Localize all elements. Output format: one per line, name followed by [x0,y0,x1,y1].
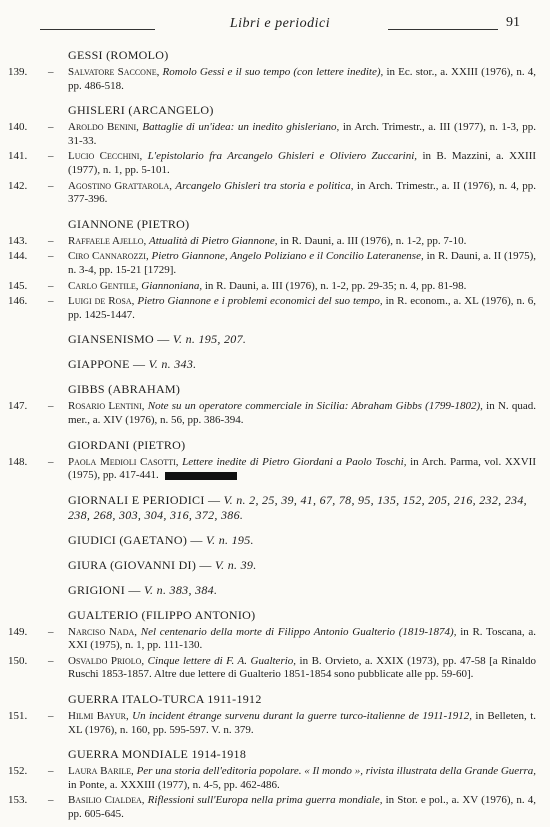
entry-author: Osvaldo Priolo, [68,654,145,667]
section-heading [8,692,536,707]
bibliography-entry [8,626,536,653]
entry-source: in Belleten, t. XL (1976), n. 160, pp. 595-597. V. n. 379. [68,710,537,736]
header-rule-right [388,29,498,30]
entry-author: Basilio Cialdea, [68,794,145,807]
entry-source: in R. Dauni, a. II (1975), n. 3-4, pp. 15-21 [1729]. [68,250,537,276]
entry-number: 150. [8,654,28,667]
entry-number: 145. [8,279,28,292]
entry-number: 140. [8,121,28,134]
bibliography-entry [8,710,536,737]
redaction-bar [165,472,237,480]
entry-source: in Arch. Parma, vol. XXVII (1975), pp. 417-441. [68,455,536,482]
entry-author: Laura Barile, [68,765,134,778]
entry-title: Per una storia dell'editoria popolare. « Il mondo », rivista illustrata della Grande Guerra, [136,765,537,778]
entry-title: Romolo Gessi e il suo tempo (con lettere inedite), [162,66,384,78]
entry-number: 148. [8,455,28,468]
entry-title: Nel centenario della morte di Filippo Antonio Gualterio (1819-1874), [140,625,457,638]
heading-label: GUERRA ITALO-TURCA 1911-1912 [68,692,262,707]
bibliography-entry [8,456,536,483]
entry-title: Pietro Giannone e i problemi economici del suo tempo, [137,295,383,308]
bibliography-entry [8,66,536,93]
entry-author: Rosario Lentini, [68,400,145,413]
entry-number: 147. [8,400,28,413]
entry-source: in R. econom., a. XL (1976), n. 6, pp. 1425-1447. [68,295,537,321]
section-heading [8,332,536,347]
entry-title: Giannoniana, [141,279,203,292]
entry-dash: – [48,66,54,78]
entry-number: 152. [8,765,28,778]
entry-author: Lucio Cecchini, [68,150,143,163]
entry-source: in Ponte, a. XXXIII (1977), n. 4-5, pp. 462-486. [68,778,280,791]
entry-dash: – [48,121,54,134]
entry-number: 141. [8,150,28,163]
cross-reference: V. n. 39. [215,557,257,572]
entry-number: 151. [8,710,28,723]
entry-source: in R. Dauni, a. III (1976), n. 1-2, pp. 7-10. [280,234,467,247]
header-title: Libri e periodici [229,16,331,31]
section-heading [8,382,536,397]
heading-label: GIANNONE (PIETRO) [68,216,190,231]
heading-label: GIUDICI (GAETANO) — [68,532,203,547]
bibliography-entry [8,150,536,177]
entry-title: L'epistolario fra Arcangelo Ghisleri e Oliviero Zuccarini, [147,150,418,163]
entry-dash: – [48,400,54,413]
bibliography-content [8,48,536,824]
entry-author: Paola Medioli Casotti, [68,455,179,468]
entry-source: in Arch. Trimestr., a. III (1977), n. 1-3, pp. 31-33. [68,121,537,147]
section-heading [8,103,536,118]
entry-title: Attualità di Pietro Giannone, [149,234,278,247]
entry-dash: – [48,150,54,163]
section-heading [8,48,536,63]
section-heading [8,583,536,598]
cross-reference: V. n. 2, 25, 39, 41, 67, 78, 95, 135, 152, 205, 216, 232, 234, 238, 268, 303, 304, 316, 372, 386. [68,492,527,522]
entry-author: Narciso Nada, [68,625,138,638]
running-header [40,14,520,36]
heading-label: GRIGIONI — [68,582,141,597]
section-heading [8,747,536,762]
entry-title: Arcangelo Ghisleri tra storia e politica, [175,179,354,192]
entry-source: in Ec. stor., a. XXIII (1976), n. 4, pp. 486-518. [68,66,537,92]
entry-number: 153. [8,794,28,807]
section-heading [8,533,536,548]
entry-number: 139. [8,66,28,78]
bibliography-entry [8,794,536,821]
entry-author: Luigi de Rosa, [68,295,135,308]
entry-dash: – [48,765,54,778]
entry-dash: – [48,654,54,667]
heading-label: GHISLERI (ARCANGELO) [68,103,214,118]
entry-title: Battaglie di un'idea: un inedito ghisleriano, [142,121,340,134]
entry-source: in B. Mazzini, a. XXIII (1977), n. 1, pp. 5-101. [68,150,537,176]
section-heading [8,217,536,232]
entry-title: Pietro Giannone, Angelo Poliziano e il Concilio Lateranense, [151,250,424,263]
bibliography-entry [8,235,536,249]
entry-author: Salvatore Saccone, [68,66,160,78]
entry-title: Un incident étrange survenu durant la guerre turco-italienne de 1911-1912, [132,710,472,723]
section-heading [8,608,536,623]
heading-label: GUALTERIO (FILIPPO ANTONIO) [68,607,256,622]
entry-author: Carlo Gentile, [68,279,139,292]
entry-author: Aroldo Benini, [68,121,139,134]
entry-dash: – [48,295,54,308]
section-heading [8,493,536,523]
entry-source: in Stor. e pol., a. XV (1976), n. 4, pp. 605-645. [68,794,536,821]
entry-source: in R. Toscana, a. XXI (1975), n. 1, pp. 111-130. [68,625,537,652]
cross-reference: V. n. 383, 384. [143,582,218,597]
entry-title: Cinque lettere di F. A. Gualterio, [147,654,297,667]
section-heading [8,357,536,372]
entry-number: 143. [8,234,28,247]
entry-author: Ciro Cannarozzi, [68,250,149,263]
heading-label: GIBBS (ABRAHAM) [68,382,181,397]
entry-number: 144. [8,250,28,263]
bibliography-entry [8,250,536,277]
entry-source: in Arch. Trimestr., a. II (1976), n. 4, pp. 377-396. [68,179,537,206]
entry-source: in N. quad. mer., a. XIV (1976), n. 56, pp. 386-394. [68,400,537,426]
bibliography-entry [8,655,536,682]
bibliography-entry [8,765,536,792]
heading-label: GUERRA MONDIALE 1914-1918 [68,747,247,762]
heading-label: GIORNALI E PERIODICI — [68,492,221,507]
entry-title: Note su un operatore commerciale in Sicilia: Abraham Gibbs (1799-1802), [147,400,483,413]
bibliography-entry [8,400,536,427]
entry-title: Riflessioni sull'Europa nella prima guerra mondiale, [147,794,383,807]
entry-title: Lettere inedite di Pietro Giordani a Paolo Toschi, [182,455,407,468]
entry-dash: – [48,455,54,468]
bibliography-entry [8,121,536,148]
entry-author: Hilmi Bayur, [68,710,129,723]
heading-label: GIAPPONE — [68,357,146,372]
entry-dash: – [48,710,54,723]
entry-source: in B. Orvieto, a. XXIX (1973), pp. 47-58 [a Rinaldo Ruschi 1853-1857. Altre due lettere di Gualterio 1851-1854 sono pubblicate alle pp. 59-60]. [68,654,536,681]
entry-dash: – [48,794,54,807]
section-heading [8,558,536,573]
entry-dash: – [48,625,54,638]
cross-reference: V. n. 195. [206,532,254,547]
entry-author: Raffaele Ajello, [68,234,147,247]
entry-author: Agostino Grattarola, [68,179,173,192]
heading-label: GIURA (GIOVANNI DI) — [68,557,212,572]
cross-reference: V. n. 195, 207. [172,332,247,347]
entry-number: 142. [8,179,28,192]
heading-label: GIORDANI (PIETRO) [68,437,186,452]
entry-number: 146. [8,295,28,308]
cross-reference: V. n. 343. [148,357,197,372]
entry-source: in R. Dauni, a. III (1976), n. 1-2, pp. 29-35; n. 4, pp. 81-98. [204,279,467,292]
entry-dash: – [48,250,54,263]
section-heading [8,438,536,453]
entry-number: 149. [8,625,28,638]
heading-label: GESSI (ROMOLO) [68,48,169,62]
bibliography-entry [8,295,536,322]
bibliography-entry [8,280,536,294]
heading-label: GIANSENISMO — [68,332,170,347]
entry-dash: – [48,234,54,247]
entry-dash: – [48,279,54,292]
entry-dash: – [48,179,54,192]
bibliography-entry [8,180,536,207]
page-number: 91 [506,15,520,30]
